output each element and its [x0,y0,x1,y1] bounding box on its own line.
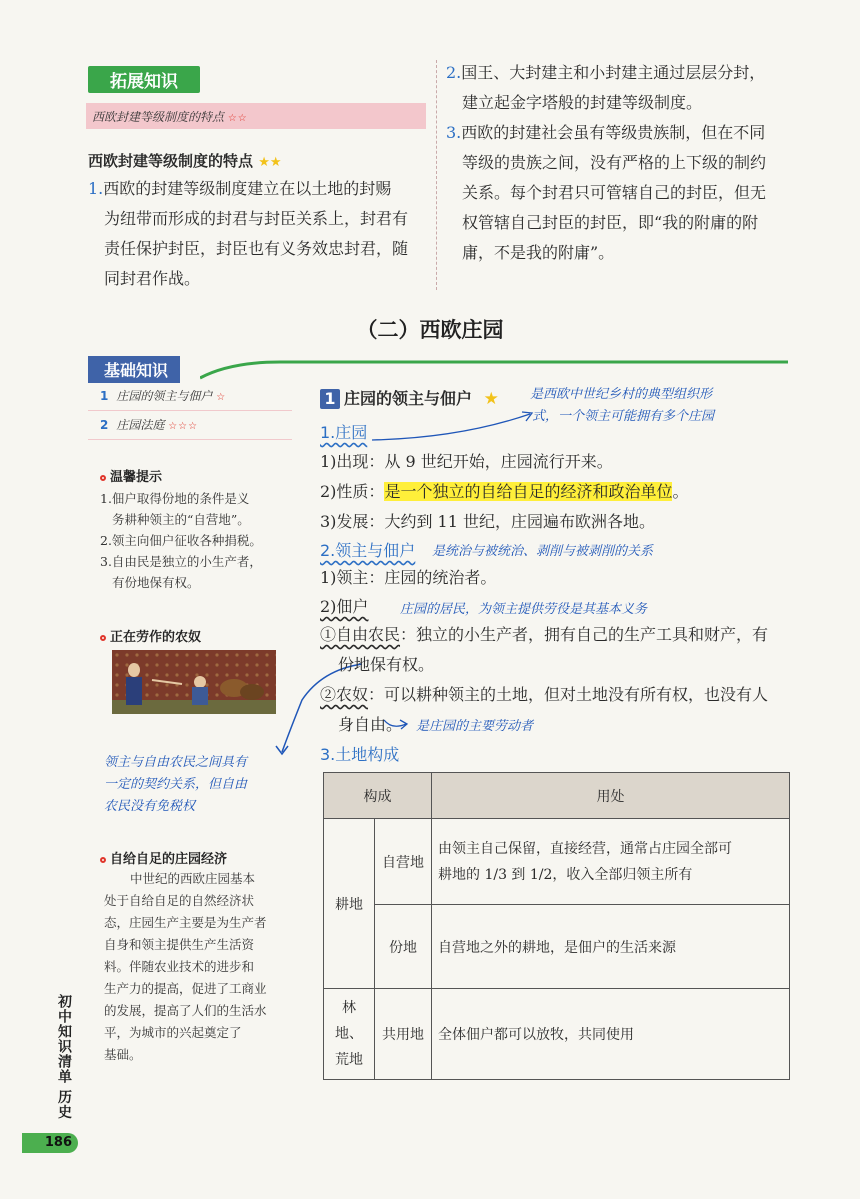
tip-line: 务耕种领主的“自营地”。 [112,512,250,527]
line: 西欧的封建等级制度建立在以土地的封赐 [103,179,392,198]
land-table [323,772,790,1080]
basics-tag: 基础知识 [88,356,180,383]
highlighted-text: 是一个独立的自给自足的经济和政治单位 [384,482,673,501]
note-line: 式，一个领主可能拥有多个庄园 [532,409,715,424]
line: 权管辖自己封臣的封臣，即“我的附庸的附 [462,213,759,232]
text-line: 自身和领主提供生产生活资 [104,937,255,952]
extension-item-1 [88,174,433,294]
item-label: 3)发展： [320,512,385,531]
text-line: 的发展，提高了人们的生活水 [104,1003,267,1018]
free-text-2: 份地保有权。 [338,655,435,674]
s3-title: 3.土地构成 [320,745,400,764]
item-number: 2. [446,63,462,82]
line: 为纽带而形成的封君与封臣关系上，封君有 [104,209,409,228]
cell-line: 由领主自己保留，直接经营，通常占庄园全部可 [438,840,732,857]
text-line: 料。伴随农业技术的进步和 [104,959,255,974]
annotation-arrow [370,410,540,444]
text-line: 中世纪的西欧庄园基本 [130,871,256,886]
star-icon: ★★ [258,155,282,170]
farmers-note [104,752,294,818]
table-cell: 全体佃户都可以放牧，共同使用 [432,989,790,1080]
basics-list-item [88,382,292,411]
extension-item-3 [446,118,791,268]
line: 同封君作战。 [104,269,201,288]
lord-line: 1)领主：庄园的统治者。 [320,568,497,587]
note-line: 是西欧中世纪乡村的典型组织形 [530,387,713,402]
s2-title [320,538,415,561]
table-cell [324,989,375,1080]
tips-title-text: 温馨提示 [110,470,163,485]
s1-item [320,477,790,507]
table-row [324,989,790,1080]
tip-line: 有份地保有权。 [112,575,200,590]
bullet-icon [100,857,106,863]
serfs-working-painting [112,650,276,714]
s1-item [320,507,790,537]
table-cell: 自营地之外的耕地，是佃户的生活来源 [432,905,790,989]
text-line: 基础。 [104,1047,142,1062]
table-cell: 份地 [375,905,432,989]
item-label: 1)出现： [320,452,385,471]
star-icon: ★ [483,389,499,409]
main-heading [320,386,499,409]
table-cell: 自营地 [375,819,432,905]
extension-subtitle-text: 西欧封建等级制度的特点 [92,110,225,124]
note-line: 领主与自由农民之间具有 [104,755,248,770]
list-number: 2 [100,418,109,432]
s2-title-text: 2.领主与佃户 [320,541,416,560]
line: 责任保护封臣，封臣也有义务效忠封君，随 [104,239,409,258]
extension-subtitle [92,108,248,125]
line: 西欧的封建社会虽有等级贵族制，但在不同 [461,123,766,142]
free-label: ①自由农民 [320,625,401,644]
farmers-title-text: 正在劳作的农奴 [110,630,202,645]
text-line: 处于自给自足的自然经济状 [104,893,255,908]
farmers-title [100,626,201,645]
basics-list [88,382,292,440]
table-cell: 耕地 [324,819,375,989]
star-icon: ☆☆ [227,113,248,124]
page-number: 186 [22,1133,78,1153]
tip-line: 2.领主向佃户征收各种捐税。 [100,533,262,548]
item-number: 1. [88,179,104,198]
extension-tag: 拓展知识 [88,66,200,93]
basics-list-item [88,411,292,440]
text-line: 生产力的提高，促进了工商业 [104,981,267,996]
star-icon: ☆ [216,392,227,403]
heading-note [530,384,714,428]
tip-line: 3.自由民是独立的小生产者， [100,554,262,569]
economy-title-text: 自给自足的庄园经济 [110,852,228,867]
line: 关系。每个封君只可管辖自己的封臣，但无 [462,183,767,202]
text-line: 平，为城市的兴起奠定了 [104,1025,242,1040]
tenant-note: 庄园的居民，为领主提供劳役是其基本义务 [400,602,648,617]
table-row [324,819,790,905]
table-header-cell: 用处 [432,773,790,819]
tenant-line [320,592,368,622]
serf-label: ②农奴 [320,685,369,704]
economy-text [104,868,294,1066]
section-title: （二）西欧庄园 [356,318,504,342]
item-label: 2)性质： [320,482,385,501]
table-row [324,905,790,989]
tenant-label: 2)佃户 [320,597,369,616]
s1-item [320,447,790,477]
item-text: 大约到 11 世纪，庄园遍布欧洲各地。 [384,512,655,531]
bullet-icon [100,475,106,481]
serf-note: 是庄园的主要劳动者 [416,719,534,734]
extension-heading-text: 西欧封建等级制度的特点 [88,152,254,170]
table-header-cell: 构成 [324,773,432,819]
note-line: 农民没有免税权 [104,799,196,814]
item-tail: 。 [672,482,689,501]
column-divider [436,60,437,290]
item-number: 3. [446,123,462,142]
line: 建立起金字塔般的封建等级制度。 [462,93,703,112]
s1-title-text: 1.庄园 [320,423,368,442]
table-cell [432,819,790,905]
main-heading-text: 庄园的领主与佃户 [344,389,473,408]
free-text: ：独立的小生产者，拥有自己的生产工具和财产，有 [400,625,769,644]
list-number: 1 [100,389,109,403]
line: 国王、大封建主和小封建主通过层层分封， [461,63,766,82]
cell-line: 耕地的 1/3 到 1/2，收入全部归领主所有 [438,866,693,883]
tips-list [100,488,295,593]
list-label: 庄园的领主与佃户 [116,389,213,403]
heading-number-badge: 1 [320,389,340,409]
annotation-arrow [382,714,412,734]
table-cell: 共用地 [375,989,432,1080]
table-header-row [324,773,790,819]
serf-text-2: 身自由。 [338,715,403,734]
cell-line: 荒地 [335,1052,363,1068]
extension-item-2 [446,58,791,118]
vertical-book-label: 初中知识清单 历史 [56,994,72,1120]
list-label: 庄园法庭 [116,418,165,432]
cell-line: 林地、 [335,1000,363,1042]
basics-green-line [200,352,790,382]
s1-list [320,447,790,537]
line: 等级的贵族之间，没有严格的上下级的制约 [462,153,767,172]
free-farmer [320,620,800,680]
tip-line: 1.佃户取得份地的条件是义 [100,491,250,506]
economy-title [100,848,227,867]
item-text: 从 9 世纪开始，庄园流行开来。 [384,452,613,471]
line: 庸，不是我的附庸”。 [462,243,615,262]
serf-text: ：可以耕种领主的土地，但对土地没有所有权，也没有人 [368,685,769,704]
extension-heading [88,150,282,171]
s1-title [320,420,367,443]
text-line: 态，庄园生产主要是为生产者 [104,915,267,930]
note-line: 一定的契约关系，但自由 [104,777,248,792]
tips-title [100,466,162,485]
star-icon: ☆☆☆ [168,421,199,432]
bullet-icon [100,635,106,641]
s2-note: 是统治与被统治、剥削与被剥削的关系 [432,544,654,559]
